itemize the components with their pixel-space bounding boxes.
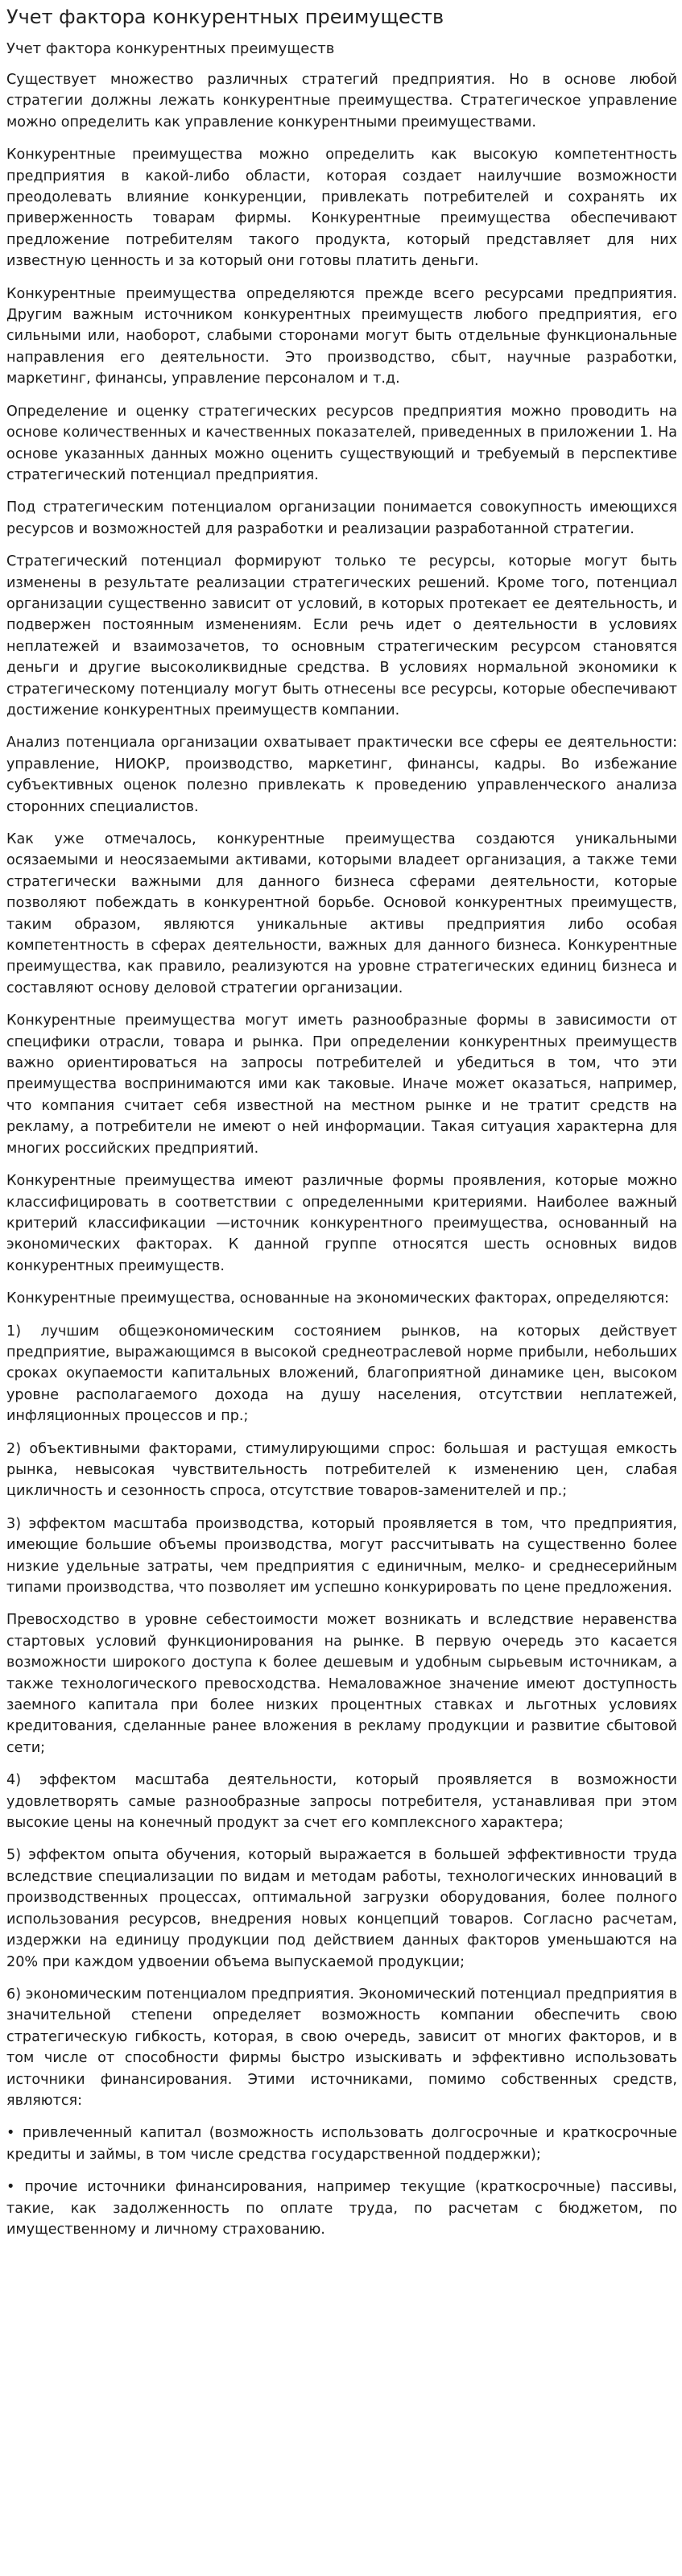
paragraph: Конкурентные преимущества имеют различные формы проявления, которые можно классифицировать в соответствии с определенными критериями. Наиболее важный критерий классификации —источник конкурентного преимущества, основанный на экономических факторах. К данной группе относятся шесть основных видов конкурентных преимуществ. — [6, 1173, 677, 1274]
list-item: 4) эффектом масштаба деятельности, который проявляется в возможности удовлетворять самые разнообразные запросы потребителя, устанавливая при этом высокие цены на конечный продукт за счет его комплексного характера; — [6, 1772, 677, 1832]
document-body — [6, 69, 677, 2240]
paragraph: Определение и оценку стратегических ресурсов предприятия можно проводить на основе количественных и качественных показателей, приведенных в приложении 1. На основе указанных данных можно оценить существующий и требуемый в перспективе стратегический потенциал предприятия. — [6, 403, 677, 483]
paragraph: Существует множество различных стратегий предприятия. Но в основе любой стратегии должны лежать конкурентные преимущества. Стратегическое управление можно определить как управление конкурентными преимуществами. — [6, 72, 677, 130]
list-item: 3) эффектом масштаба производства, который проявляется в том, что предприятия, имеющие большие объемы производства, могут рассчитывать на существенно более низкие удельные затраты, чем предприятия с единичным, мелко- и среднесерийным типами производства, что позволяет им успешно конкурировать по цене предложения. — [6, 1515, 677, 1596]
list-item: 2) объективными факторами, стимулирующими спрос: большая и растущая емкость рынка, невысокая чувствительность потребителей к изменению цен, слабая цикличность и сезонность спроса, отсутствие товаров-заменителей и пр.; — [6, 1440, 677, 1500]
paragraph: Анализ потенциала организации охватывает практически все сферы ее деятельности: управление, НИОКР, производство, маркетинг, финансы, кадры. Во избежание субъективных оценок полезно привлекать к проведению управленческого анализа сторонних специалистов. — [6, 735, 677, 815]
paragraph: Как уже отмечалось, конкурентные преимущества создаются уникальными осязаемыми и неосязаемыми активами, которыми владеет организация, а также теми стратегически важными для данного бизнеса сферами деятельности, которые позволяют побеждать в конкурентной борьбе. Основой конкурентных преимуществ, таким образом, являются уникальные активы предприятия либо особая компетентность в сферах деятельности, важных для данного бизнеса. Конкурентные преимущества, как правило, реализуются на уровне стратегических единиц бизнеса и составляют основу деловой стратегии организации. — [6, 831, 677, 996]
paragraph: Под стратегическим потенциалом организации понимается совокупность имеющихся ресурсов и возможностей для разработки и реализации разработанной стратегии. — [6, 499, 677, 537]
paragraph: Превосходство в уровне себестоимости может возникать и вследствие неравенства стартовых условий функционирования на рынке. В первую очередь это касается возможности широкого доступа к более дешевым и удобным сырьевым источникам, а также технологического превосходства. Немаловажное значение имеют доступность заемного капитала при более низких процентных ставках и льготных условиях кредитования, сделанные ранее вложения в рекламу продукции и развитие сбытовой сети; — [6, 1612, 677, 1756]
bullet-item: • привлеченный капитал (возможность использовать долгосрочные и краткосрочные кредиты и займы, в том числе средства государственной поддержки); — [6, 2125, 677, 2163]
paragraph: Стратегический потенциал формируют только те ресурсы, которые могут быть изменены в результате реализации стратегических решений. Кроме того, потенциал организации существенно зависит от условий, в которых протекает ее деятельность, и подвержен постоянным изменениям. Если речь идет о деятельности в условиях неплатежей и взаимозачетов, то основным стратегическим ресурсом становятся деньги и другие высоколиквидные средства. В условиях нормальной экономики к стратегическому потенциалу могут быть отнесены все ресурсы, которые обеспечивают достижение конкурентных преимуществ компании. — [6, 553, 677, 719]
bullet-item: • прочие источники финансирования, например текущие (краткосрочные) пассивы, такие, как задолженность по оплате труда, по расчетам с бюджетом, по имущественному и личному страхованию. — [6, 2179, 677, 2238]
paragraph: Конкурентные преимущества определяются прежде всего ресурсами предприятия. Другим важным источником конкурентных преимуществ любого предприятия, его сильными или, наоборот, слабыми сторонами могут быть отдельные функциональные направления его деятельности. Это производство, сбыт, научные разработки, маркетинг, финансы, управление персоналом и т.д. — [6, 285, 677, 387]
page-title: Учет фактора конкурентных преимуществ — [6, 6, 444, 28]
paragraph: Конкурентные преимущества можно определить как высокую компетентность предприятия в какой-либо области, которая создает наилучшие возможности преодолевать влияние конкуренции, привлекать потребителей и сохранять их приверженность товарам фирмы. Конкурентные преимущества обеспечивают предложение потребителям такого продукта, который представляет для них известную ценность и за который они готовы платить деньги. — [6, 147, 677, 270]
list-item: 5) эффектом опыта обучения, который выражается в большей эффективности труда вследствие специализации по видам и методам работы, технологических инноваций в производственных процессах, оптимальной загрузки оборудования, более полного использования ресурсов, внедрения новых концепций товаров. Согласно расчетам, издержки на единицу продукции под действием данных факторов уменьшаются на 20% при каждом удвоении объема выпускаемой продукции; — [6, 1847, 677, 1970]
list-item: 6) экономическим потенциалом предприятия. Экономический потенциал предприятия в значительной степени определяет возможность компании обеспечить свою стратегическую гибкость, которая, в свою очередь, зависит от многих факторов, и в том числе от способности фирмы быстро изыскивать и эффективно использовать источники финансирования. Этими источниками, помимо собственных средств, являются: — [6, 1986, 677, 2109]
list-item: 1) лучшим общеэкономическим состоянием рынков, на которых действует предприятие, выражающимся в высокой среднеотраслевой норме прибыли, небольших сроках окупаемости капитальных вложений, благоприятной динамике цен, высоком уровне располагаемого дохода на душу населения, отсутствии неплатежей, инфляционных процессов и пр.; — [6, 1323, 677, 1425]
document-subtitle: Учет фактора конкурентных преимуществ — [6, 40, 335, 57]
paragraph: Конкурентные преимущества, основанные на экономических факторах, определяются: — [6, 1290, 669, 1307]
paragraph: Конкурентные преимущества могут иметь разнообразные формы в зависимости от специфики отрасли, товара и рынка. При определении конкурентных преимуществ важно ориентироваться на запросы потребителей и убедиться в том, что эти преимущества воспринимаются ими как таковые. Иначе может оказаться, например, что компания считает себя известной на местном рынке и не тратит средств на рекламу, а потребители не имеют о ней информации. Такая ситуация характерна для многих российских предприятий. — [6, 1013, 677, 1157]
